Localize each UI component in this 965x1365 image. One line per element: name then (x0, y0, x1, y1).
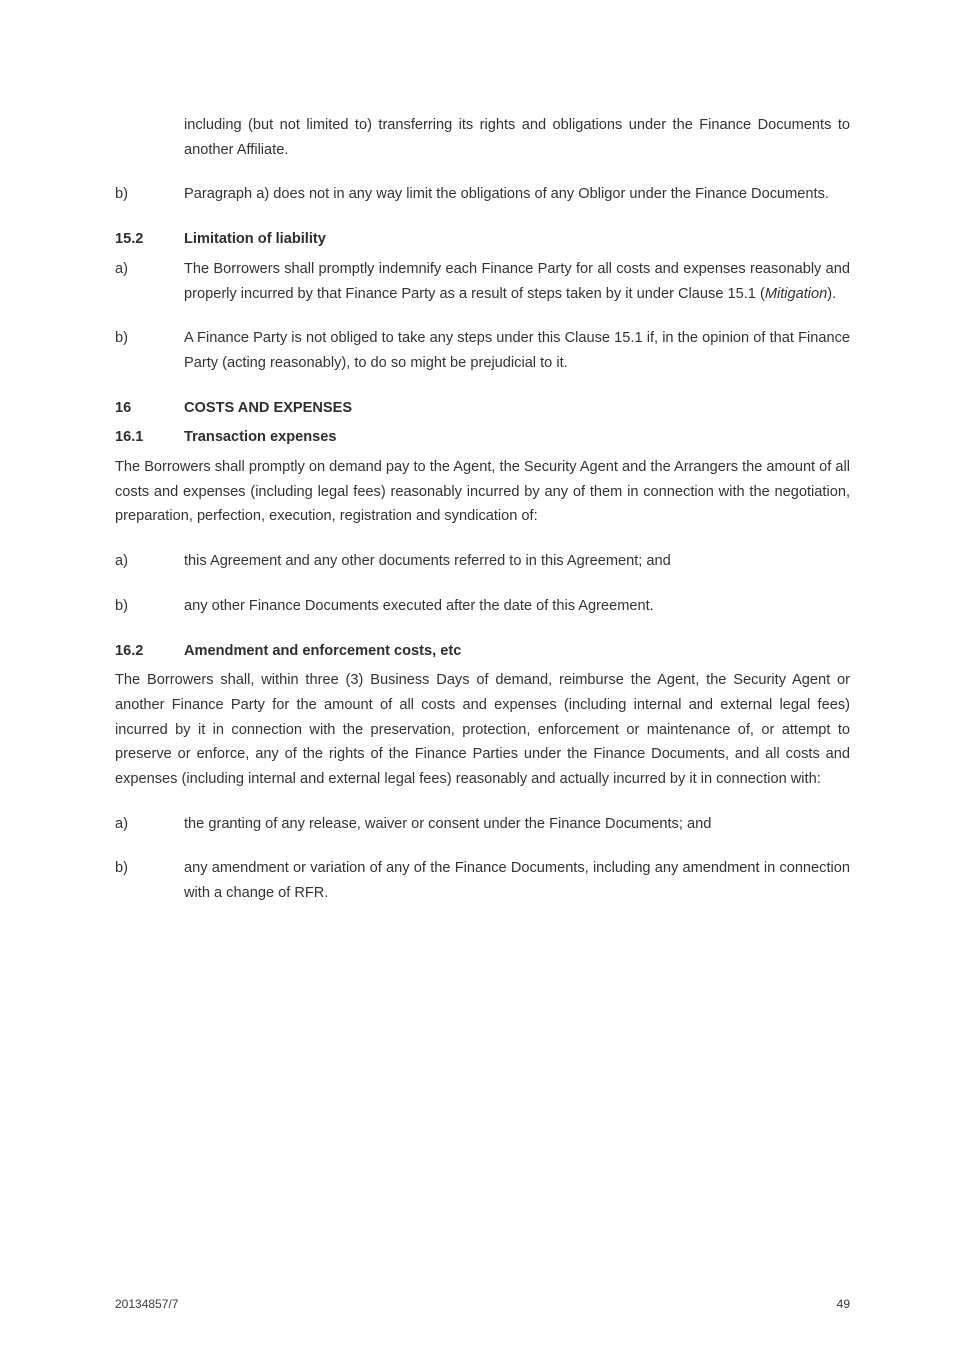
section-number: 16.2 (115, 642, 144, 659)
list-item-text: Paragraph a) does not in any way limit the obligations of any Obligor under the Finance Documents. (184, 186, 829, 203)
paragraph: The Borrowers shall, within three (3) Business Days of demand, reimburse the Agent, the Security Agent or another Finance Party for the amount of all costs and expenses (including internal and external legal fees) incurred by it in connection with the preservation, protection, enforcement or maintenance of, or attempt to preserve or enforce, any of the rights of the Finance Parties under the Finance Documents, and all costs and expenses (including internal and external legal fees) reasonably and actually incurred by it in connection with: (115, 672, 850, 788)
list-item-text: this Agreement and any other documents referred to in this Agreement; and (184, 553, 671, 570)
section-number: 16.1 (115, 429, 144, 446)
list-marker: a) (115, 260, 128, 277)
list-item-b (115, 594, 850, 619)
list-marker: b) (115, 330, 128, 347)
list-item-b (115, 182, 850, 207)
section-heading-16-1 (115, 425, 850, 450)
list-marker: a) (115, 553, 128, 570)
paragraph-continuation: including (but not limited to) transferring its rights and obligations under the Finance Documents to another Affiliate. (184, 117, 850, 158)
list-marker: b) (115, 597, 128, 614)
list-marker: b) (115, 186, 128, 203)
list-item-text: any other Finance Documents executed after the date of this Agreement. (184, 597, 654, 614)
list-item-text (184, 261, 850, 302)
section-title: Amendment and enforcement costs, etc (184, 642, 462, 659)
section-title: COSTS AND EXPENSES (184, 399, 353, 416)
list-item-a (115, 812, 850, 837)
document-reference: 20134857/7 (115, 1297, 179, 1311)
paragraph: The Borrowers shall promptly on demand pay to the Agent, the Security Agent and the Arrangers the amount of all costs and expenses (including legal fees) reasonably incurred by any of them in connection with the negotiation, preparation, perfection, execution, registration and syndication of: (115, 459, 850, 525)
page-footer (115, 1296, 850, 1312)
list-item-text: A Finance Party is not obliged to take any steps under this Clause 15.1 if, in the opinion of that Finance Party (acting reasonably), to do so might be prejudicial to it. (184, 330, 850, 371)
list-marker: a) (115, 815, 128, 832)
section-heading-15-2 (115, 227, 850, 252)
section-number: 15.2 (115, 231, 144, 248)
list-item-a (115, 549, 850, 574)
section-heading-16-2 (115, 639, 850, 664)
document-body (115, 113, 850, 926)
list-item-a (115, 257, 850, 306)
list-marker: b) (115, 860, 128, 877)
italic-defined-term: Mitigation (764, 285, 828, 302)
page-number: 49 (836, 1297, 850, 1311)
list-item-b (115, 856, 850, 905)
list-item-b (115, 326, 850, 375)
text-segment: The Borrowers shall promptly indemnify each Finance Party for all costs and expenses reasonably and properly incurred by that Finance Party as a result of steps taken by it under Clause 15.1 ( (184, 260, 850, 302)
section-heading-16 (115, 396, 850, 421)
section-number: 16 (115, 399, 132, 416)
section-title: Limitation of liability (184, 231, 326, 248)
list-item-text: the granting of any release, waiver or consent under the Finance Documents; and (184, 815, 712, 832)
section-title: Transaction expenses (184, 429, 337, 446)
text-segment: ). (827, 285, 837, 302)
list-item-text: any amendment or variation of any of the Finance Documents, including any amendment in connection with a change of RFR. (184, 860, 850, 902)
